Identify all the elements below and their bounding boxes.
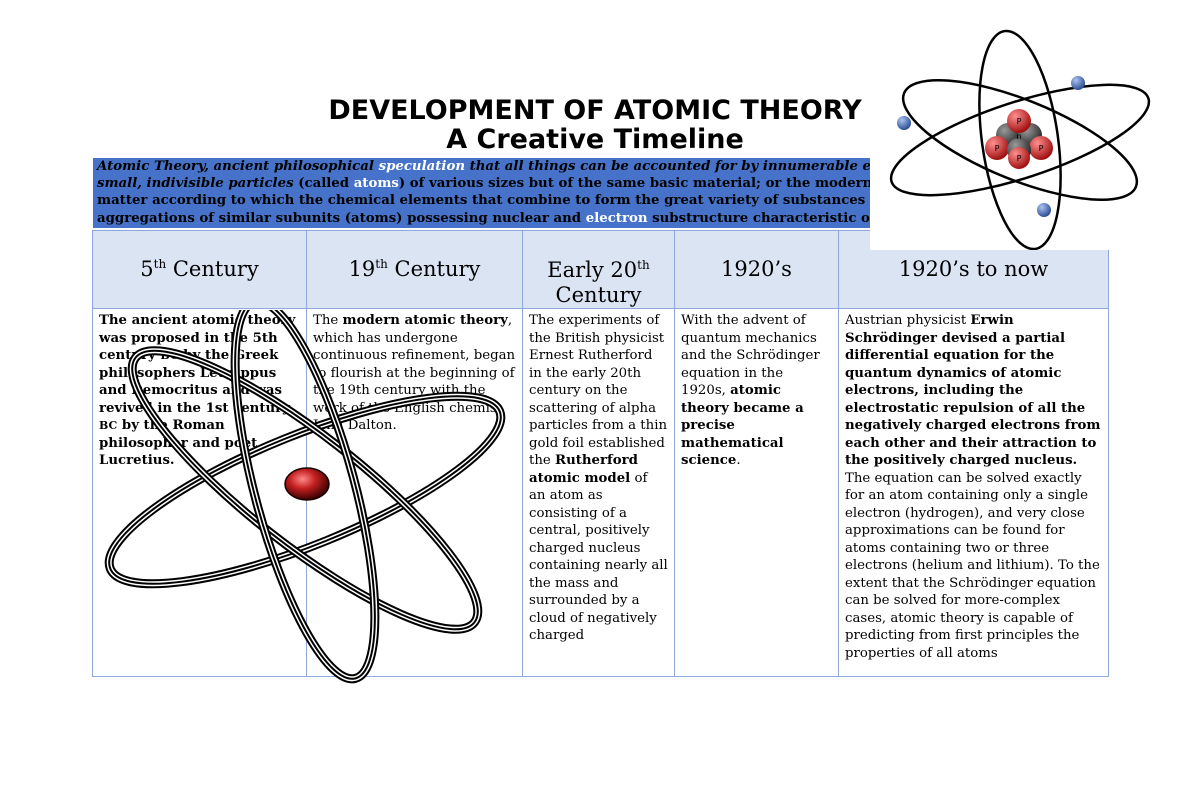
intro-text: aggregations of similar subunits (atoms) possessing nuclear and: [97, 210, 586, 226]
cell-text: atomic theory became a precise mathematical science: [681, 383, 804, 468]
column-header: [93, 231, 307, 309]
cell-text: by the Roman philosopher and poet Lucretius.: [99, 418, 258, 468]
proton-label: P: [1016, 154, 1022, 163]
intro-link-electron[interactable]: electron: [585, 210, 648, 226]
column-header: [523, 231, 675, 309]
intro-text: that all things can be accounted for by innumerable extremely: [464, 159, 936, 174]
header-text: 1920’s to now: [898, 257, 1049, 281]
electron-icon: [1071, 76, 1085, 90]
nucleus-icon: [285, 468, 329, 500]
cell-text: of an atom as consisting of a central, positively charged nucleus containing nearly all the mass and surrounded by a cloud of negatively charged: [529, 470, 668, 643]
header-text: 19: [348, 257, 376, 281]
header-text: Century: [166, 257, 259, 281]
header-sup: th: [637, 258, 650, 272]
intro-link-speculation[interactable]: speculation: [378, 159, 465, 174]
page-title: DEVELOPMENT OF ATOMIC THEORY: [328, 95, 862, 126]
nucleus-icon: [985, 109, 1053, 169]
proton-label: P: [1038, 144, 1044, 153]
cell-text: .: [736, 453, 741, 468]
proton-label: P: [994, 144, 1000, 153]
neutron-label: n: [1016, 132, 1022, 141]
cell-text: The experiments of the British physicist Ernest Rutherford in the early 20th century on the scattering of alpha particles from a thin gold foil established the: [529, 313, 668, 468]
electron-icon: [897, 116, 911, 130]
cell-text: Rutherford atomic model: [529, 453, 638, 486]
header-sup: th: [375, 257, 388, 271]
atom-orbit-illustration: [85, 310, 525, 710]
page-subtitle: A Creative Timeline: [446, 124, 744, 155]
electron-icon: [1037, 203, 1051, 217]
header-text: Century: [387, 257, 481, 281]
cell-text: With the advent of quantum mechanics and the Schrödinger equation in the 1920s,: [681, 313, 820, 398]
cell-text: by the Greek philosophers Leucippus and Democritus and was revived in the 1st century: [99, 348, 290, 416]
intro-text: (called: [293, 176, 354, 192]
intro-line-3: matter according to which the chemical elements that combine to form the great variety of substances consist themselves of: [97, 193, 1030, 209]
cell-text: Erwin Schrödinger devised a partial differential equation for the quantum dynamics of atomic electrons, including the electrostatic repulsion of all the negatively charged electrons from each other and their attraction to the positively charged nucleus.: [845, 313, 1101, 468]
column-header: [675, 231, 839, 309]
intro-text: substructure characteristic of each element.: [647, 210, 985, 226]
cell-1920s: [675, 309, 839, 677]
intro-text: small, indivisible particles: [97, 176, 294, 192]
header-sup: th: [153, 257, 167, 271]
atom-model-illustration: [870, 20, 1170, 250]
cell-1920s-to-now: [839, 309, 1109, 677]
column-header: [307, 231, 523, 309]
intro-text: Atomic Theory, ancient philosophical: [97, 159, 379, 174]
cell-early-20th-century: [523, 309, 675, 677]
intro-link-atoms[interactable]: atoms: [353, 176, 399, 192]
intro-text: ) of various sizes but of the same basic material; or the modern scientific theory of: [398, 176, 1017, 192]
header-text: 1920’s: [721, 257, 792, 281]
proton-label: P: [1016, 117, 1022, 126]
header-text: Early 20: [547, 258, 638, 282]
cell-text: The equation can be solved exactly for an atom containing only a single electron (hydrogen), and very close approximations can be found for atoms containing two or three electrons (helium and lithium). To the extent that the Schrödinger equation can be solved for more-complex cases, atomic theory is capable of predicting from first principles the properties of all atoms: [845, 470, 1100, 661]
cell-text: , which has undergone continuous refinement, began to flourish at the beginning of the 19th century with the work of the English chemist John Dalton.: [313, 313, 516, 433]
cell-text: BC: [160, 349, 179, 362]
cell-text: The ancient atomic theory was proposed in the 5th century: [99, 313, 296, 363]
cell-text: modern atomic theory: [342, 313, 508, 328]
cell-text: The: [313, 313, 343, 328]
header-text: 5: [140, 257, 154, 281]
header-text: Century: [555, 283, 642, 307]
cell-text: BC: [99, 419, 118, 432]
cell-text: Austrian physicist: [845, 313, 971, 328]
